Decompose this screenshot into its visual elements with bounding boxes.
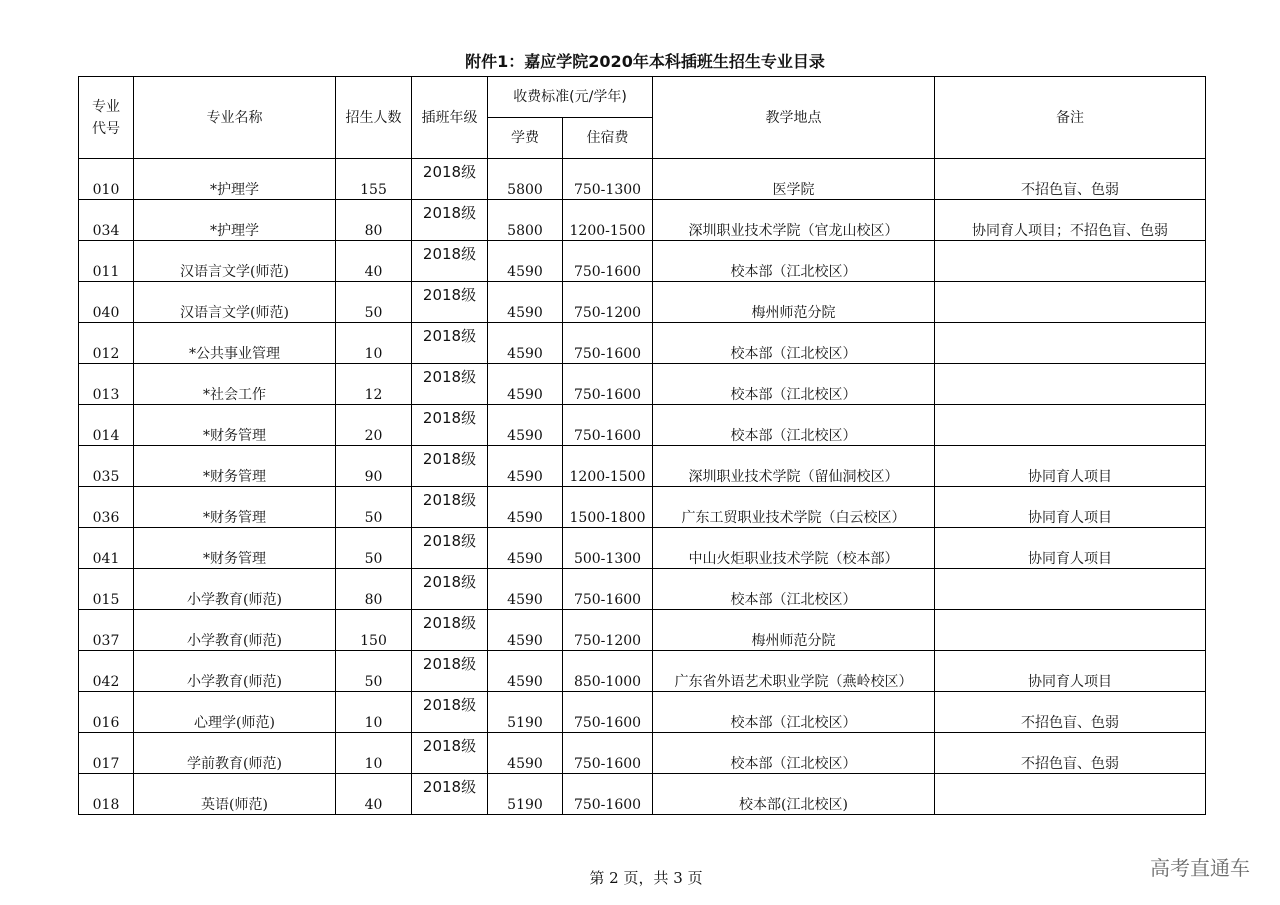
cell-grade: 2018级 xyxy=(412,241,488,282)
cell-code: 012 xyxy=(79,323,134,364)
cell-code: 010 xyxy=(79,159,134,200)
table-row xyxy=(79,364,1206,405)
table-row xyxy=(79,487,1206,528)
cell-quota: 155 xyxy=(336,159,412,200)
cell-lodging: 750-1600 xyxy=(563,405,653,446)
cell-location: 校本部（江北校区） xyxy=(653,323,935,364)
cell-tuition: 5800 xyxy=(488,159,563,200)
cell-location: 梅州师范分院 xyxy=(653,610,935,651)
cell-lodging: 750-1200 xyxy=(563,282,653,323)
cell-major: 小学教育(师范) xyxy=(134,651,336,692)
cell-tuition: 4590 xyxy=(488,364,563,405)
cell-code: 017 xyxy=(79,733,134,774)
cell-note xyxy=(935,610,1206,651)
header-quota: 招生人数 xyxy=(336,77,412,159)
cell-lodging: 750-1600 xyxy=(563,569,653,610)
header-code xyxy=(79,77,134,159)
cell-note: 协同育人项目；不招色盲、色弱 xyxy=(935,200,1206,241)
table-row xyxy=(79,200,1206,241)
cell-major: 小学教育(师范) xyxy=(134,610,336,651)
cell-grade: 2018级 xyxy=(412,733,488,774)
table-row xyxy=(79,610,1206,651)
cell-location: 深圳职业技术学院（留仙洞校区） xyxy=(653,446,935,487)
cell-grade: 2018级 xyxy=(412,774,488,815)
cell-grade: 2018级 xyxy=(412,487,488,528)
cell-tuition: 5190 xyxy=(488,692,563,733)
cell-tuition: 4590 xyxy=(488,487,563,528)
cell-lodging: 500-1300 xyxy=(563,528,653,569)
header-major: 专业名称 xyxy=(134,77,336,159)
cell-lodging: 750-1600 xyxy=(563,774,653,815)
header-tuition: 学费 xyxy=(488,118,563,159)
cell-lodging: 1200-1500 xyxy=(563,200,653,241)
cell-code: 040 xyxy=(79,282,134,323)
cell-major: *财务管理 xyxy=(134,405,336,446)
cell-quota: 90 xyxy=(336,446,412,487)
cell-quota: 50 xyxy=(336,487,412,528)
cell-location: 中山火炬职业技术学院（校本部） xyxy=(653,528,935,569)
cell-major: 英语(师范) xyxy=(134,774,336,815)
cell-quota: 50 xyxy=(336,282,412,323)
cell-code: 034 xyxy=(79,200,134,241)
cell-lodging: 850-1000 xyxy=(563,651,653,692)
page-footer: 第 2 页，共 3 页 xyxy=(589,869,703,887)
cell-location: 广东省外语艺术职业学院（燕岭校区） xyxy=(653,651,935,692)
cell-location: 校本部（江北校区） xyxy=(653,733,935,774)
cell-code: 014 xyxy=(79,405,134,446)
cell-major: 学前教育(师范) xyxy=(134,733,336,774)
header-code-text: 专业 代号 xyxy=(92,98,120,137)
cell-tuition: 4590 xyxy=(488,241,563,282)
cell-tuition: 4590 xyxy=(488,405,563,446)
cell-major: 小学教育(师范) xyxy=(134,569,336,610)
table-row xyxy=(79,733,1206,774)
cell-tuition: 5800 xyxy=(488,200,563,241)
cell-tuition: 4590 xyxy=(488,610,563,651)
cell-lodging: 750-1200 xyxy=(563,610,653,651)
cell-tuition: 5190 xyxy=(488,774,563,815)
header-fee-group: 收费标准(元/学年) xyxy=(488,77,653,118)
cell-note xyxy=(935,774,1206,815)
cell-lodging: 750-1600 xyxy=(563,733,653,774)
cell-grade: 2018级 xyxy=(412,282,488,323)
cell-code: 042 xyxy=(79,651,134,692)
cell-grade: 2018级 xyxy=(412,159,488,200)
cell-note xyxy=(935,569,1206,610)
cell-code: 015 xyxy=(79,569,134,610)
cell-quota: 50 xyxy=(336,651,412,692)
cell-tuition: 4590 xyxy=(488,569,563,610)
cell-major: *财务管理 xyxy=(134,528,336,569)
cell-tuition: 4590 xyxy=(488,282,563,323)
cell-note: 不招色盲、色弱 xyxy=(935,733,1206,774)
cell-grade: 2018级 xyxy=(412,528,488,569)
cell-quota: 12 xyxy=(336,364,412,405)
cell-location: 医学院 xyxy=(653,159,935,200)
cell-quota: 50 xyxy=(336,528,412,569)
header-note: 备注 xyxy=(935,77,1206,159)
cell-major: *财务管理 xyxy=(134,446,336,487)
cell-grade: 2018级 xyxy=(412,323,488,364)
table-row xyxy=(79,282,1206,323)
cell-code: 036 xyxy=(79,487,134,528)
cell-major: 汉语言文学(师范) xyxy=(134,282,336,323)
cell-quota: 10 xyxy=(336,733,412,774)
cell-location: 校本部（江北校区） xyxy=(653,241,935,282)
table-row xyxy=(79,405,1206,446)
cell-major: *护理学 xyxy=(134,200,336,241)
cell-location: 深圳职业技术学院（官龙山校区） xyxy=(653,200,935,241)
cell-grade: 2018级 xyxy=(412,405,488,446)
cell-grade: 2018级 xyxy=(412,651,488,692)
cell-location: 校本部（江北校区） xyxy=(653,405,935,446)
cell-location: 校本部（江北校区） xyxy=(653,692,935,733)
cell-quota: 40 xyxy=(336,774,412,815)
table-row xyxy=(79,692,1206,733)
cell-note xyxy=(935,282,1206,323)
cell-major: *护理学 xyxy=(134,159,336,200)
cell-tuition: 4590 xyxy=(488,528,563,569)
cell-lodging: 750-1600 xyxy=(563,323,653,364)
cell-note: 协同育人项目 xyxy=(935,446,1206,487)
cell-code: 035 xyxy=(79,446,134,487)
table-row xyxy=(79,241,1206,282)
watermark: 高考直通车 xyxy=(1150,856,1250,880)
cell-code: 041 xyxy=(79,528,134,569)
cell-lodging: 750-1300 xyxy=(563,159,653,200)
cell-lodging: 750-1600 xyxy=(563,692,653,733)
cell-grade: 2018级 xyxy=(412,692,488,733)
cell-note xyxy=(935,405,1206,446)
cell-note: 协同育人项目 xyxy=(935,651,1206,692)
table-row xyxy=(79,774,1206,815)
cell-quota: 80 xyxy=(336,200,412,241)
cell-quota: 10 xyxy=(336,323,412,364)
cell-note: 不招色盲、色弱 xyxy=(935,692,1206,733)
cell-grade: 2018级 xyxy=(412,200,488,241)
table-header xyxy=(79,77,1206,159)
table-row xyxy=(79,159,1206,200)
cell-lodging: 1200-1500 xyxy=(563,446,653,487)
cell-note xyxy=(935,241,1206,282)
cell-code: 037 xyxy=(79,610,134,651)
cell-code: 013 xyxy=(79,364,134,405)
cell-quota: 150 xyxy=(336,610,412,651)
cell-note xyxy=(935,364,1206,405)
cell-major: 心理学(师范) xyxy=(134,692,336,733)
table-body xyxy=(79,159,1206,815)
header-location: 教学地点 xyxy=(653,77,935,159)
cell-quota: 40 xyxy=(336,241,412,282)
cell-location: 校本部（江北校区） xyxy=(653,364,935,405)
major-catalog-table xyxy=(78,76,1206,815)
header-grade: 插班年级 xyxy=(412,77,488,159)
cell-tuition: 4590 xyxy=(488,323,563,364)
cell-lodging: 750-1600 xyxy=(563,241,653,282)
cell-note: 协同育人项目 xyxy=(935,528,1206,569)
cell-note: 协同育人项目 xyxy=(935,487,1206,528)
cell-tuition: 4590 xyxy=(488,733,563,774)
table-row xyxy=(79,651,1206,692)
cell-location: 广东工贸职业技术学院（白云校区） xyxy=(653,487,935,528)
document-title: 附件1：嘉应学院2020年本科插班生招生专业目录 xyxy=(465,52,825,71)
cell-lodging: 750-1600 xyxy=(563,364,653,405)
table-row xyxy=(79,528,1206,569)
table-row xyxy=(79,323,1206,364)
cell-grade: 2018级 xyxy=(412,446,488,487)
cell-grade: 2018级 xyxy=(412,569,488,610)
cell-major: *社会工作 xyxy=(134,364,336,405)
cell-grade: 2018级 xyxy=(412,364,488,405)
cell-note xyxy=(935,323,1206,364)
table-row xyxy=(79,446,1206,487)
cell-tuition: 4590 xyxy=(488,446,563,487)
table-row xyxy=(79,569,1206,610)
cell-location: 校本部(江北校区) xyxy=(653,774,935,815)
cell-location: 校本部（江北校区） xyxy=(653,569,935,610)
cell-quota: 10 xyxy=(336,692,412,733)
cell-tuition: 4590 xyxy=(488,651,563,692)
cell-major: 汉语言文学(师范) xyxy=(134,241,336,282)
cell-code: 018 xyxy=(79,774,134,815)
cell-grade: 2018级 xyxy=(412,610,488,651)
cell-code: 011 xyxy=(79,241,134,282)
cell-quota: 80 xyxy=(336,569,412,610)
cell-location: 梅州师范分院 xyxy=(653,282,935,323)
cell-lodging: 1500-1800 xyxy=(563,487,653,528)
cell-major: *公共事业管理 xyxy=(134,323,336,364)
cell-major: *财务管理 xyxy=(134,487,336,528)
header-lodging: 住宿费 xyxy=(563,118,653,159)
cell-note: 不招色盲、色弱 xyxy=(935,159,1206,200)
cell-quota: 20 xyxy=(336,405,412,446)
cell-code: 016 xyxy=(79,692,134,733)
